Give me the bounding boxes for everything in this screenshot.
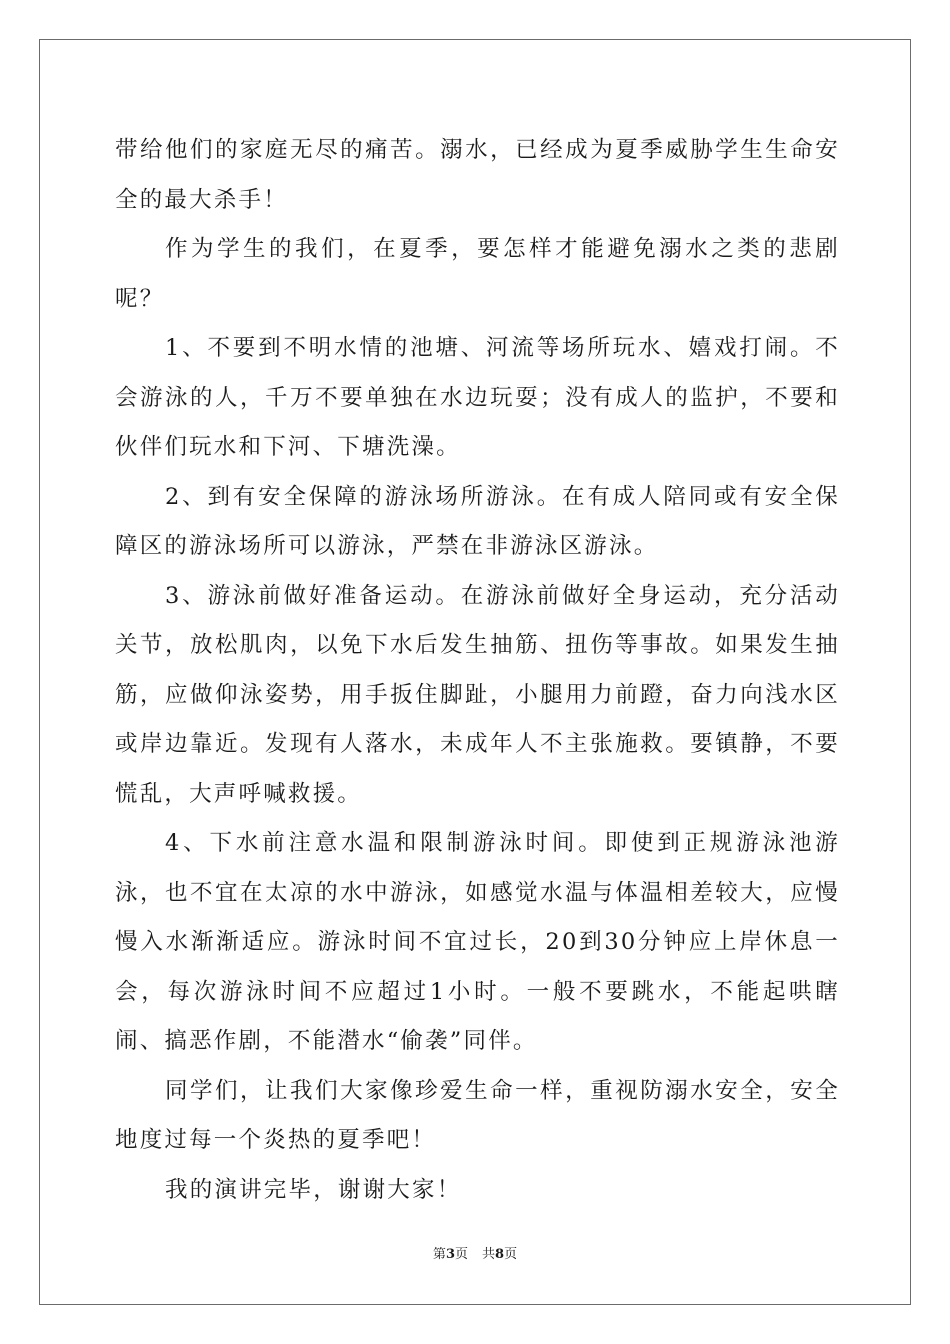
current-page-number: 3 [445, 1247, 455, 1262]
paragraph-7: 同学们，让我们大家像珍爱生命一样，重视防溺水安全，安全地度过每一个炎热的夏季吧！ [115, 1077, 840, 1153]
footer-page-suffix: 页 [454, 1247, 468, 1262]
total-pages-number: 8 [495, 1247, 505, 1262]
paragraph-1: 带给他们的家庭无尽的痛苦。溺水，已经成为夏季威胁学生生命安全的最大杀手！ [115, 137, 840, 213]
page-footer [0, 1246, 950, 1264]
footer-prefix: 第 [432, 1247, 446, 1262]
footer-total-suffix: 页 [504, 1247, 518, 1262]
paragraph-4: 2、到有安全保障的游泳场所游泳。在有成人陪同或有安全保障区的游泳场所可以游泳，严禁在非游泳区游泳。 [115, 483, 840, 559]
paragraph-5: 3、游泳前做好准备运动。在游泳前做好全身运动，充分活动关节，放松肌肉，以免下水后发生抽筋、扭伤等事故。如果发生抽筋，应做仰泳姿势，用手扳住脚趾，小腿用力前蹬，奋力向浅水区或岸边靠近。发现有人落水，未成年人不主张施救。要镇静，不要慌乱，大声呼喊救援。 [115, 582, 840, 807]
paragraph-3: 1、不要到不明水情的池塘、河流等场所玩水、嬉戏打闹。不会游泳的人，千万不要单独在水边玩耍；没有成人的监护，不要和伙伴们玩水和下河、下塘洗澡。 [115, 335, 840, 460]
footer-total-prefix: 共 [482, 1247, 496, 1262]
paragraph-6: 4、下水前注意水温和限制游泳时间。即使到正规游泳池游泳，也不宜在太凉的水中游泳，如感觉水温与体温相差较大，应慢慢入水渐渐适应。游泳时间不宜过长，20到30分钟应上岸休息一会，每次游泳时间不应超过1小时。一般不要跳水，不能起哄瞎闹、搞恶作剧，不能潜水“偷袭”同伴。 [115, 830, 840, 1054]
paragraph-8: 我的演讲完毕，谢谢大家！ [165, 1176, 462, 1203]
paragraph-2: 作为学生的我们，在夏季，要怎样才能避免溺水之类的悲剧呢？ [115, 236, 840, 312]
document-body [115, 126, 840, 1215]
